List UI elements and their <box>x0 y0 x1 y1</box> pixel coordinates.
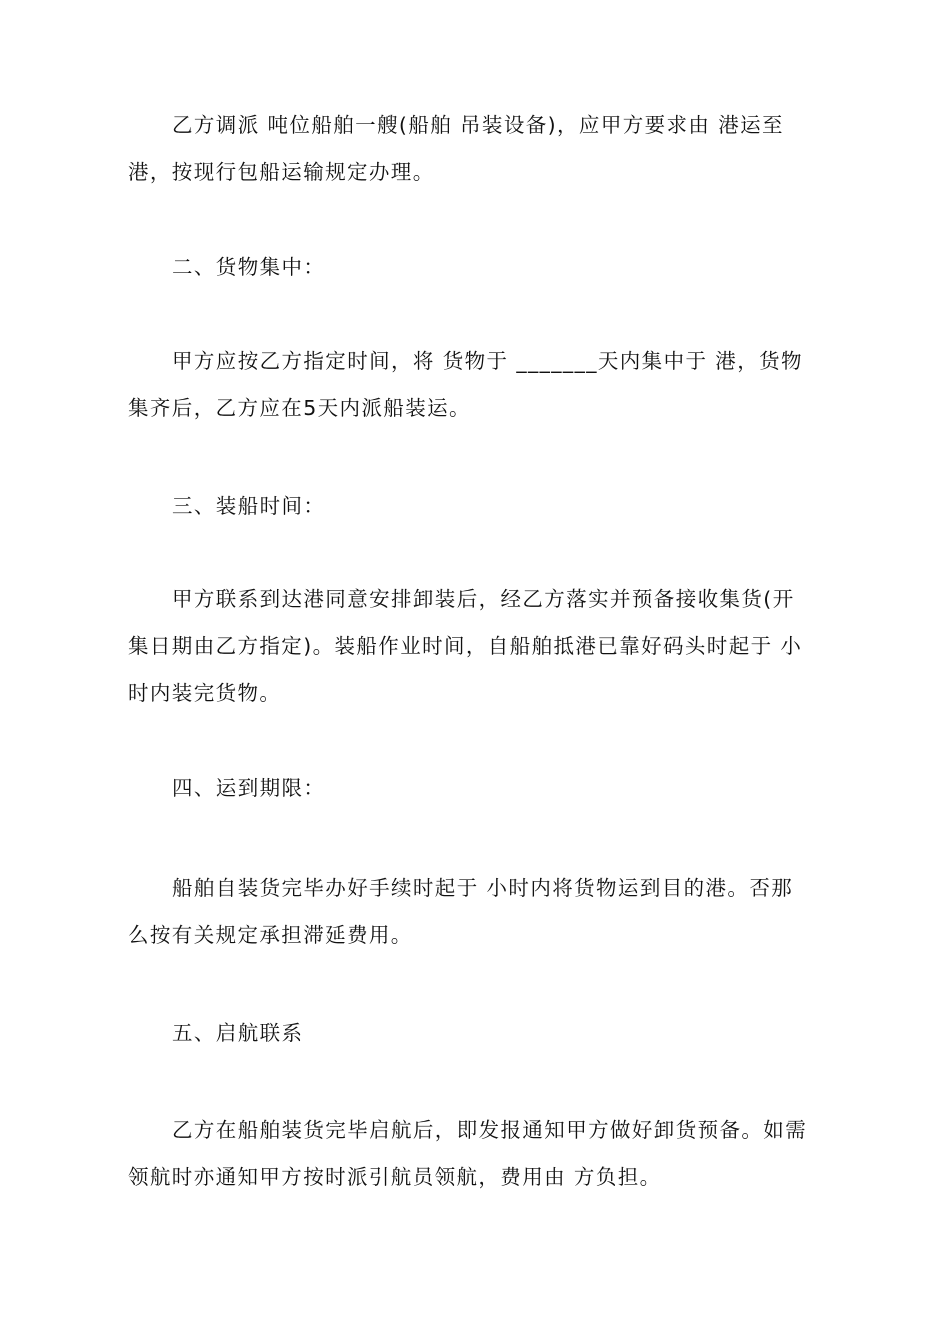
paragraph-line: 甲方联系到达港同意安排卸装后，经乙方落实并预备接收集货(开 <box>172 587 795 611</box>
section-heading-loading-time: 三、装船时间： <box>172 494 326 518</box>
paragraph-line: 集齐后，乙方应在5天内派船装运。 <box>128 396 471 420</box>
paragraph-line: 领航时亦通知甲方按时派引航员领航，费用由 方负担。 <box>128 1165 662 1189</box>
paragraph-line: 么按有关规定承担滞延费用。 <box>128 923 413 947</box>
paragraph-ship-dispatch <box>128 102 828 196</box>
paragraph-line: 乙方调派 吨位船舶一艘(船舶 吊装设备)，应甲方要求由 港运至 <box>172 113 784 137</box>
section-heading-delivery-deadline: 四、运到期限： <box>172 776 326 800</box>
section-heading-cargo-collection: 二、货物集中： <box>172 255 326 279</box>
paragraph-line: 甲方应按乙方指定时间，将 货物于 _______天内集中于 港，货物 <box>172 349 803 373</box>
paragraph-line: 乙方在船舶装货完毕启航后，即发报通知甲方做好卸货预备。如需 <box>172 1118 808 1142</box>
paragraph-delivery-deadline <box>128 865 828 959</box>
paragraph-line: 集日期由乙方指定)。装船作业时间，自船舶抵港已靠好码头时起于 小 <box>128 634 803 658</box>
section-heading-departure-contact: 五、启航联系 <box>172 1021 304 1045</box>
paragraph-line: 船舶自装货完毕办好手续时起于 小时内将货物运到目的港。否那 <box>172 876 794 900</box>
paragraph-departure-contact <box>128 1107 828 1201</box>
paragraph-line: 港，按现行包船运输规定办理。 <box>128 160 435 184</box>
paragraph-cargo-collection <box>128 338 828 432</box>
paragraph-line: 时内装完货物。 <box>128 681 282 705</box>
paragraph-loading-time <box>128 576 828 717</box>
